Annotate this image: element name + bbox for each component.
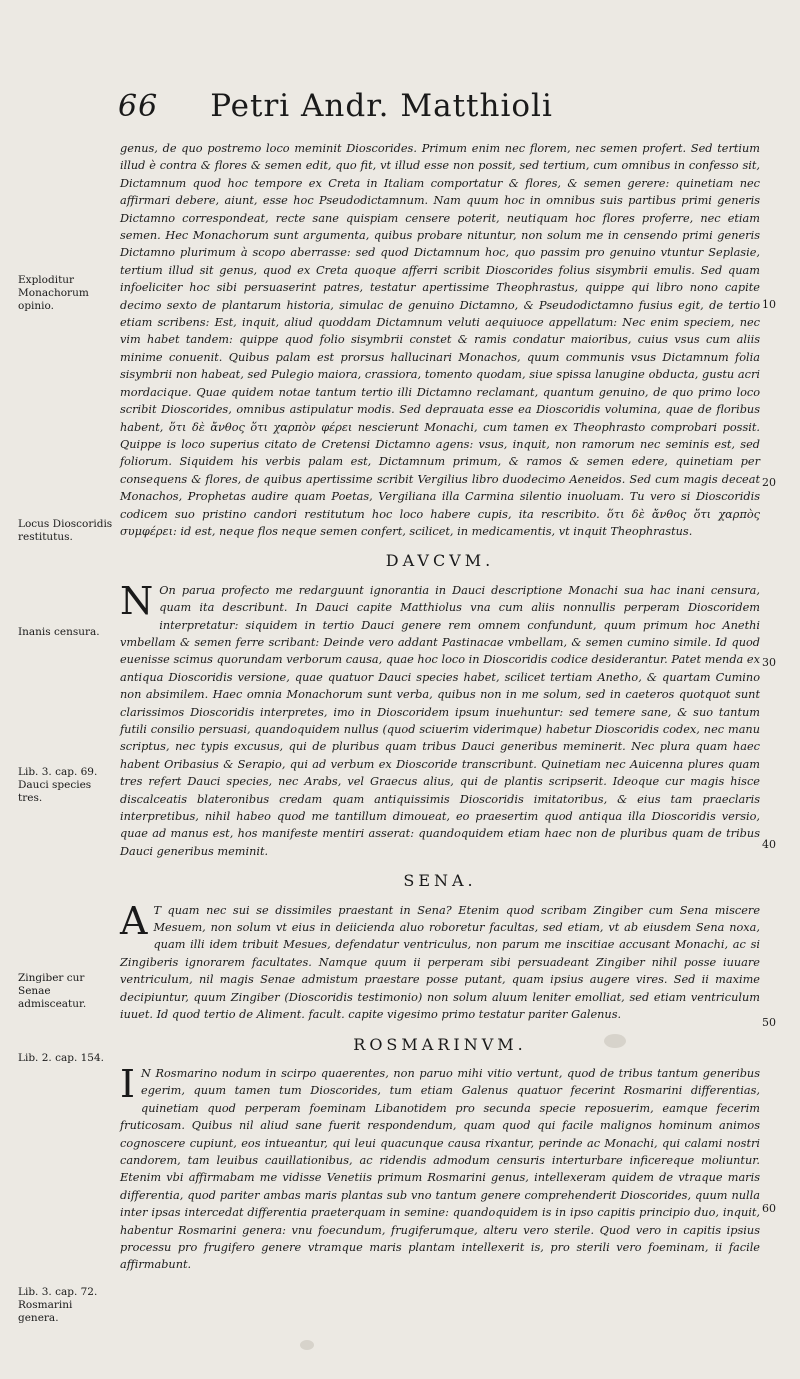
line-number: 10 xyxy=(762,298,776,311)
line-number: 20 xyxy=(762,476,776,489)
margin-note: Locus Dioscoridis restitutus. xyxy=(18,518,113,543)
section-text: N Rosmarino nodum in scirpo quaerentes, non paruo mihi vitio vertunt, quod de tribus tantum generibus egerim, quum tamen tum Dioscorides, tum etiam Galenus quatuor fecerint Rosmarini differentias, quinetiam quod perperam foeminam Libanotidem pro secunda specie reposuerim, eamque fecerim fruticosam. Quibus nil aliud sane fuerit respondendum, quam quod qui facile malignos hominum animos cognoscere cupiunt, eos intueantur, qui leui quacunque causa rixantur, perinde ac Monachi, qui calami nostri candorem, tam leuibus cauillationibus, ac ridendis admodum censuris interturbare inficereque moliuntur. Etenim vbi affirmabam me vidisse Venetiis primum Rosmarini genus, intellexeram quidem de vtraque maris differentia, quod pariter ambas maris plantas sub vno tantum genere comprehenderit Dioscorides, quum nulla inter ipsas intercedat differentia praeterquam in semine: quandoquidem is in ipso capitis principio duo, inquit, habentur Rosmarini genera: vnu foecundum, frugiferumque, alteru vero sterile. Quod vero in capitis ipsius processu pro frugifero genere vtramque maris plantam intellexerit is, pro sterili vero foeminam, ii facile affirmabunt. xyxy=(120,1066,760,1272)
margin-note: Lib. 3. cap. 69. Dauci species tres. xyxy=(18,766,98,804)
margin-note: Zingiber cur Senae admisceatur. xyxy=(18,972,87,1010)
intro-paragraph: genus, de quo postremo loco meminit Dioscorides. Primum enim nec florem, nec semen profert. Sed tertium illud è contra & flores & semen edit, quo fit, vt illud esse non possit, sed tertium, cum omnibus in confesso sit, Dictamnum quod hoc tempore ex Creta in Italiam comportatur & flores, & semen gerere: quinetiam nec affirmari debere, aiunt, esse hoc Pseudodictamnum. Nam quum hoc in omnibus suis partibus primi generis Dictamno correspondeat, recte sane quispiam censere poterit, neutiquam hoc flores proferre, nec etiam semen. Hec Monachorum sunt argumenta, quibus probare nituntur, non solum me in censendo primi generis Dictamno plurimum à scopo aberrasse: sed quod Dictamnum hoc, quo passim pro genuino vtuntur Seplasie, tertium illud sit genus, quod ex Creta quoque afferri scribit Dioscorides folius sisymbrii emulis. Sed quam infoeliciter hoc sibi persuaserint patres, testatur apertissime Theophrastus, quippe qui libro nono capite decimo sexto de plantarum historia, simulac de genuino Dictamno, & Pseudodictamno fusius egit, de tertio etiam scribens: Est, inquit, aliud quoddam Dictamnum veluti aequiuoce appellatum: Nec enim speciem, nec vim habet tandem: quippe quod folio sisymbrii constet & ramis condatur maioribus, cuius vsus cum aliis minime conuenit. Quibus palam est prorsus hallucinari Monachos, quum communis vsus Dictamnum folia sisymbrii non habeat, sed Pulegio maiora, crassiora, tomento quodam, siue spissa lanugine obducta, gustu acri mordacique. Quae quidem notae tantum tertio illi Dictamno reclamant, quantum genuino, de quo primo loco scribit Dioscorides, omnibus astipulatur modis. Sed deprauata esse ea Dioscoridis volumina, quae de floribus habent, ὅτι δὲ ἄνθος ὅτι χαρπὸν φέρει nescierunt Monachi, cum tamen ex Theophrasto comprobari possit. Quippe is loco superius citato de Cretensi Dictamno agens: vsus, inquit, non ramorum nec seminis est, sed foliorum. Siquidem his verbis palam est, Dictamnum primum, & ramos & semen edere, quinetiam per consequens & flores, de quibus apertissime scribit Vergilius libro duodecimo Aeneidos. Sed cum magis deceat Monachos, Prophetas audire quam Poetas, Vergiliana illa Carmina silentio inuoluam. Tu vero si Dioscoridis codicem suo pristino candori restitutum hoc loco habere cupis, ita rescribito. ὅτι δὲ ἄνθος ὅτι χαρπὸς συμφέρει: id est, neque flos neque semen confert, scilicet, in medicamentis, vt inquit Theophrastus. xyxy=(120,142,760,538)
running-head: Petri Andr. Matthioli xyxy=(210,88,553,124)
section-body-daucum xyxy=(120,578,760,861)
section-title-sena: SENA. xyxy=(403,871,477,891)
margin-note: Lib. 3. cap. 72. Rosmarini genera. xyxy=(18,1286,98,1324)
section-text: On parua profecto me redarguunt ignorantia in Dauci descriptione Monachi sua hac inani censura, quam ita describunt. In Dauci capite Matthiolus vna cum aliis nonnullis perperam Dioscoridem interpretatur: siquidem in tertio Dauci genere rem omnem confundunt, quum primum hoc Anethi vmbellam & semen ferre scribant: Deinde vero addant Pastinacae vmbellam, & semen cumino simile. Id quod euenisse scimus quorundam verborum causa, quae hoc loco in Dioscoridis codice desiderantur. Patet menda ex antiqua Dioscoridis versione, quae quatuor Dauci species habet, scilicet tertiam Anetho, & quartam Cumino non absimilem. Haec omnia Monachorum sunt verba, quibus non in me solum, sed in caeteros quotquot sunt clarissimos Dioscoridis interpretes, imo in Dioscoridem ipsum inuehuntur: sed temere sane, & suo tantum futili consilio persuasi, quandoquidem nullus (quod sciuerim viderimque) habetur Dioscoridis codex, nec manu scriptus, nec typis excusus, qui de pluribus quam tribus Dauci generibus meminerit. Nec plura quam haec habent Oribasius & Serapio, qui ad verbum ex Dioscoride transcribunt. Quinetiam nec Auicenna plures quam tres refert Dauci species, nec Arabs, vel Graecus alius, qui de plantis scripserit. Ideoque cur magis hisce discalceatis blateronibus credam quam antiquissimis Dioscoridis imitatoribus, & eius tam praeclaris interpretibus, nihil habeo quod me tantillum dimoueat, eo praesertim quod antiqua illa Dioscoridis versio, quae ad manus est, hos manifeste mentiri asserat: quandoquidem etiam haec non de pluribus quam de tribus Dauci generibus meminit. xyxy=(120,583,760,858)
main-text xyxy=(120,140,760,1274)
drop-cap: N xyxy=(120,578,154,623)
line-number: 60 xyxy=(762,1202,776,1215)
section-body-sena xyxy=(120,898,760,1024)
line-number: 50 xyxy=(762,1016,776,1029)
margin-note: Lib. 2. cap. 154. xyxy=(18,1052,104,1064)
page-header xyxy=(118,88,758,134)
section-body-rosmarinum xyxy=(120,1061,760,1274)
drop-cap: A xyxy=(120,898,148,943)
drop-cap: I xyxy=(120,1061,136,1106)
paper-stain xyxy=(300,1340,314,1350)
section-title-rosmarinum: ROSMARINVM. xyxy=(353,1034,527,1054)
margin-note: Inanis censura. xyxy=(18,626,100,638)
line-number: 40 xyxy=(762,838,776,851)
page-number: 66 xyxy=(118,89,159,124)
section-title-daucum: DAVCVM. xyxy=(385,551,495,571)
margin-note: Exploditur Monachorum opinio. xyxy=(18,274,89,312)
line-number: 30 xyxy=(762,656,776,669)
section-text: T quam nec sui se dissimiles praestant in Sena? Etenim quod scribam Zingiber cum Sena miscere Mesuem, non solum vt eius in deiicienda aluo roboretur facultas, sed etiam, vt ab eiusdem Sena noxa, quam illi idem tribuit Mesues, defendatur ventriculus, non parum me inscitiae accusant Monachi, ac si Zingiberis ignorarem facultates. Namque quum ii perperam sibi persuadeant Zingiber nihil posse iuuare ventriculum, nil magis Senae admistum praestare posse putant, quam ipsius augere vires. Sed ii maxime decipiuntur, quum Zingiber (Dioscoridis testimonio) non solum aluum leniter emolliat, sed etiam ventriculum iuuet. Id quod tertio de Aliment. facult. capite vigesimo primo testatur pariter Galenus. xyxy=(120,903,760,1022)
